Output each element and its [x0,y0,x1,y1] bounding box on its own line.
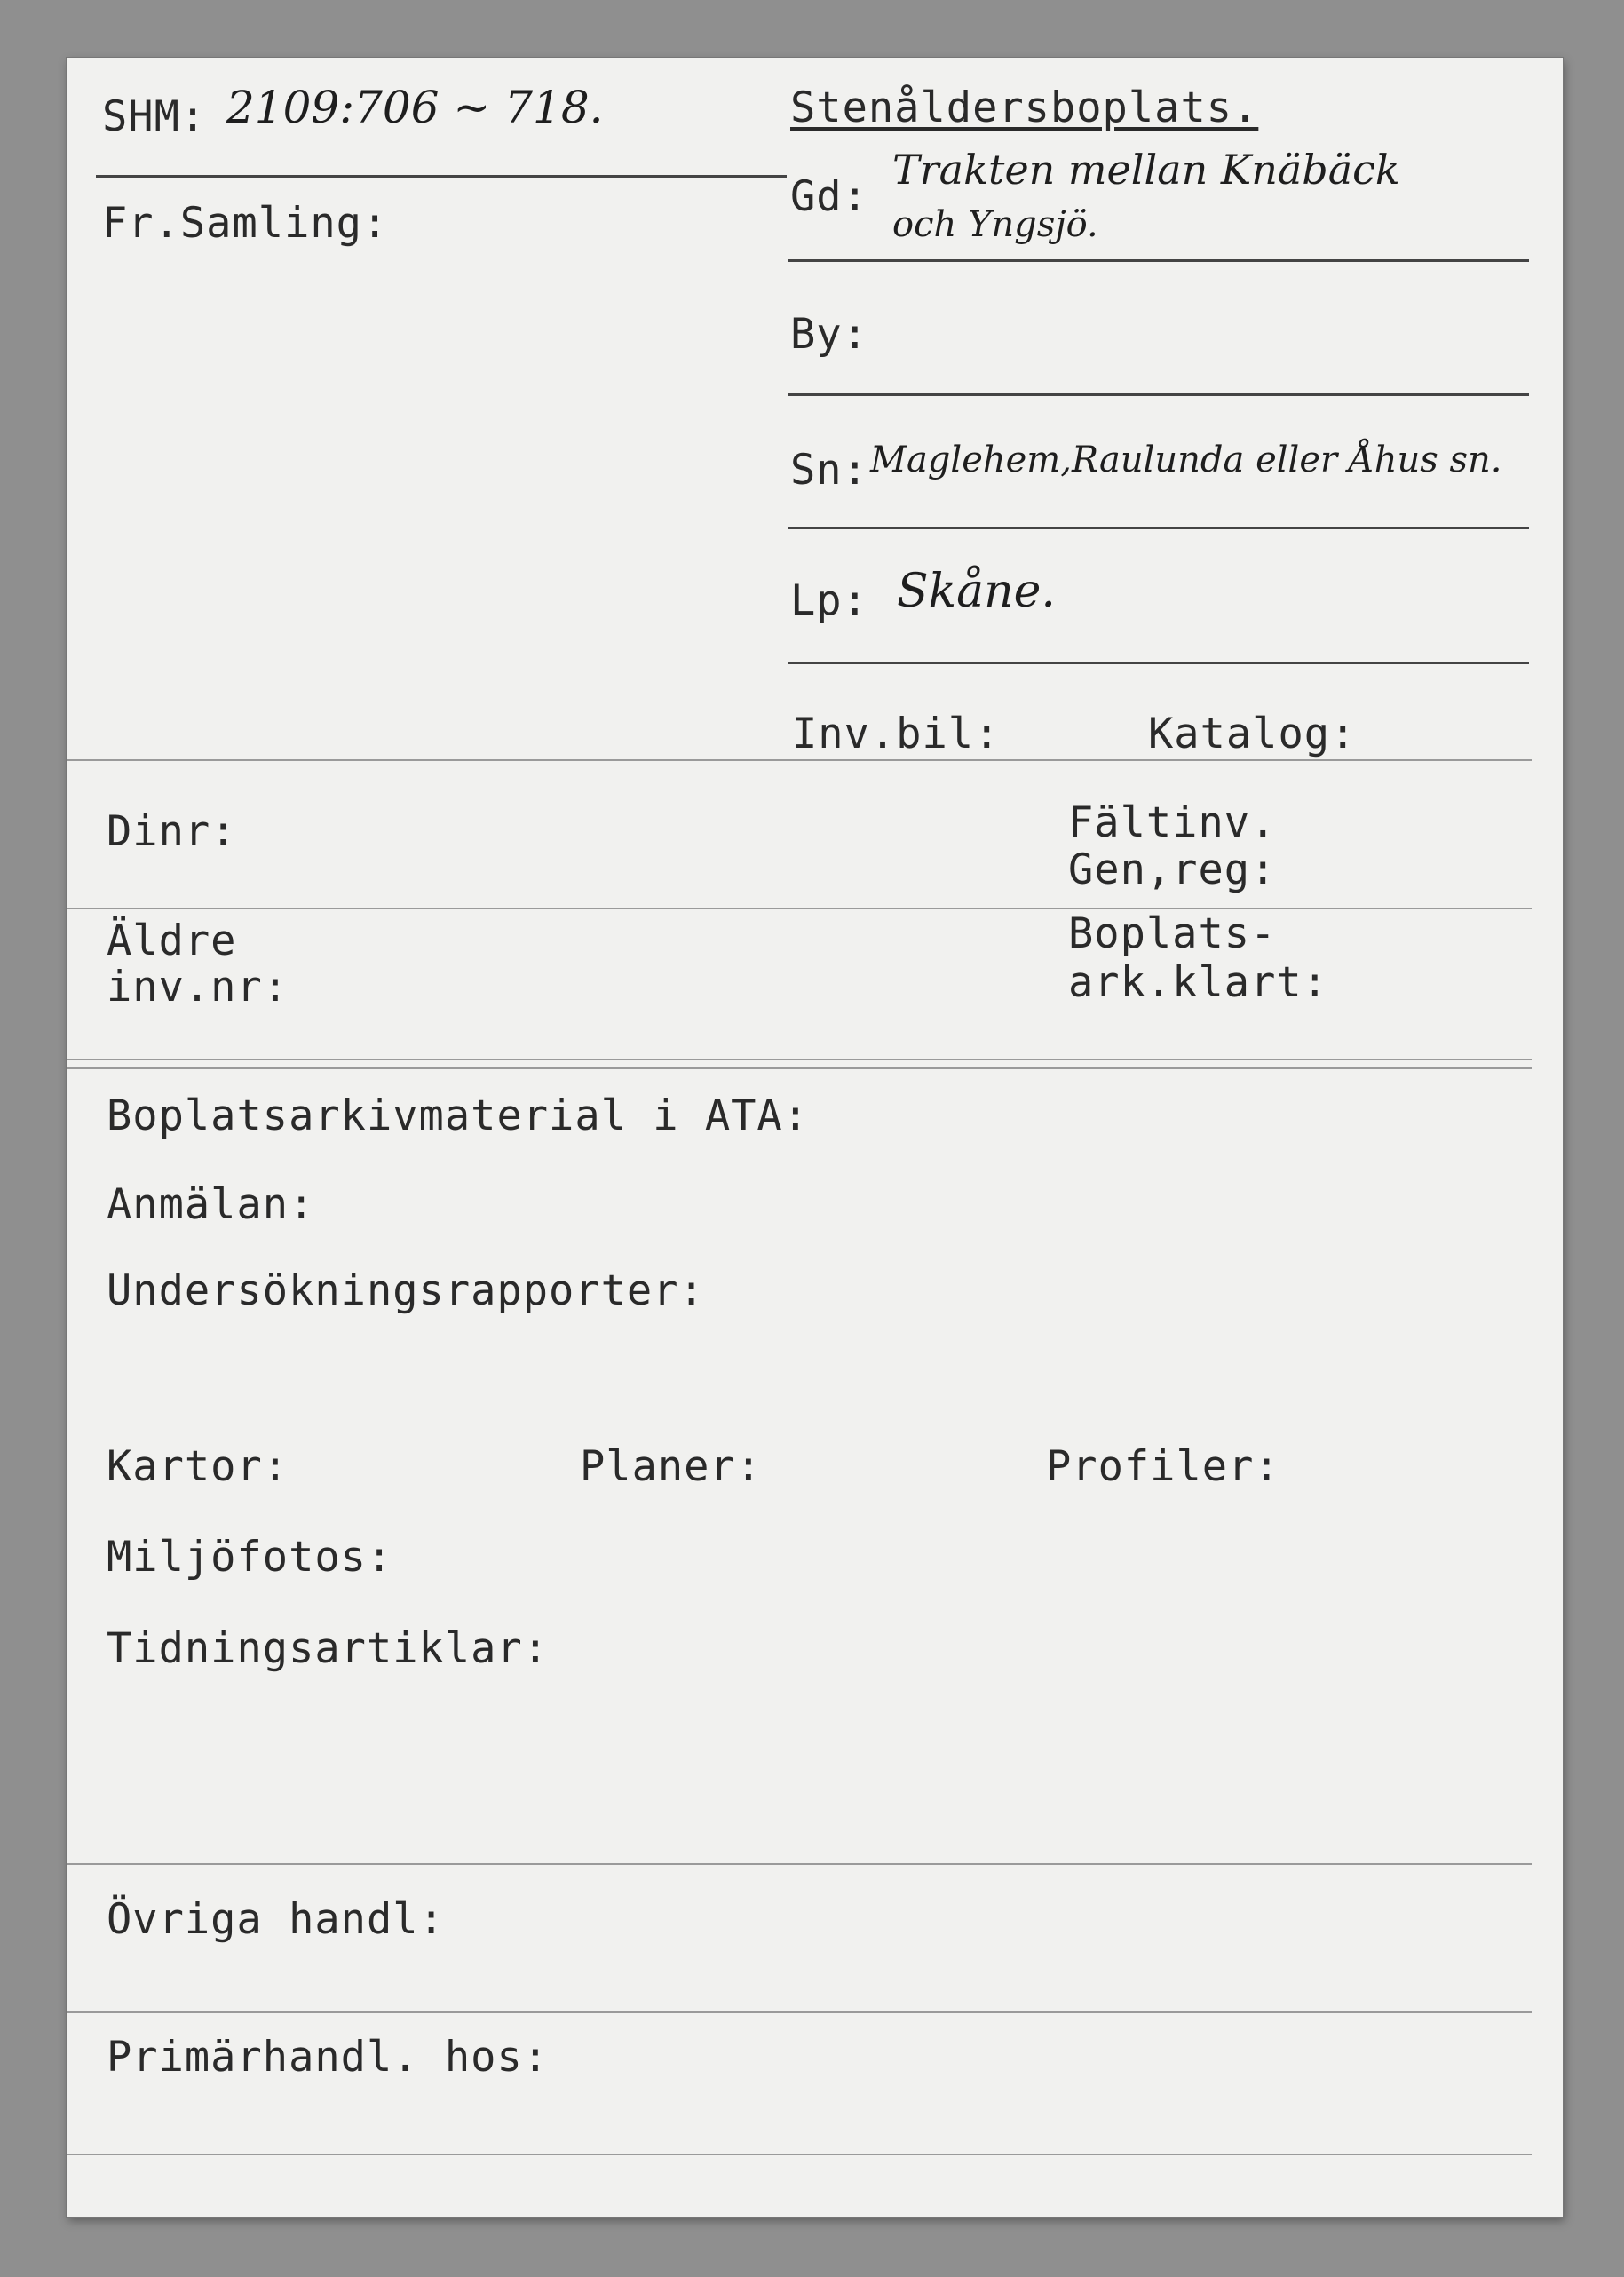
section-rule-2 [67,908,1532,909]
gd-rule [788,259,1529,262]
catalog-card [67,58,1563,2217]
shm-label: SHM: [102,92,207,141]
lp-rule [788,662,1529,664]
section-rule-4 [67,1863,1532,1865]
sn-value: Maglehem,Raulunda eller Åhus sn. [870,440,1502,480]
sn-label: Sn: [790,446,868,495]
primar-label: Primärhandl. hos: [107,2033,550,2082]
planer-label: Planer: [580,1442,763,1491]
kartor-label: Kartor: [107,1442,289,1491]
aldre-label-line2: inv.nr: [107,963,289,1012]
aldre-label-line1: Äldre [107,916,237,965]
undersokning-label: Undersökningsrapporter: [107,1266,705,1315]
gd-label: Gd: [790,172,868,221]
katalog-label: Katalog: [1148,710,1357,758]
tidning-label: Tidningsartiklar: [107,1624,550,1673]
left-top-rule [96,175,787,178]
inv-bil-label: Inv.bil: [792,710,1001,758]
section-rule-5 [67,2011,1532,2013]
shm-value: 2109:706 ~ 718. [226,82,604,133]
anmalan-label: Anmälan: [107,1180,315,1229]
miljofotos-label: Miljöfotos: [107,1533,393,1582]
gd-value-line2: och Yngsjö. [892,204,1098,245]
by-label: By: [790,310,868,359]
by-rule [788,393,1529,396]
boplats-label-line1: Boplats- [1068,909,1277,958]
card-title: Stenåldersboplats. [790,83,1259,132]
fr-samling-label: Fr.Samling: [102,199,389,248]
dinr-label: Dinr: [107,807,237,856]
faltinv-label: Fältinv. [1068,798,1277,847]
section-rule-1 [67,759,1532,761]
lp-label: Lp: [790,576,868,625]
section-rule-3b [67,1067,1532,1069]
profiler-label: Profiler: [1046,1442,1280,1491]
boplats-label-line2: ark.klart: [1068,958,1328,1007]
sn-rule [788,527,1529,529]
boplatsarkiv-label: Boplatsarkivmaterial i ATA: [107,1091,810,1140]
ovriga-label: Övriga handl: [107,1895,445,1944]
lp-value: Skåne. [897,565,1056,618]
gd-value-line1: Trakten mellan Knäbäck [892,146,1400,194]
genreg-label: Gen,reg: [1068,845,1277,894]
section-rule-3a [67,1059,1532,1060]
section-rule-6 [67,2154,1532,2155]
